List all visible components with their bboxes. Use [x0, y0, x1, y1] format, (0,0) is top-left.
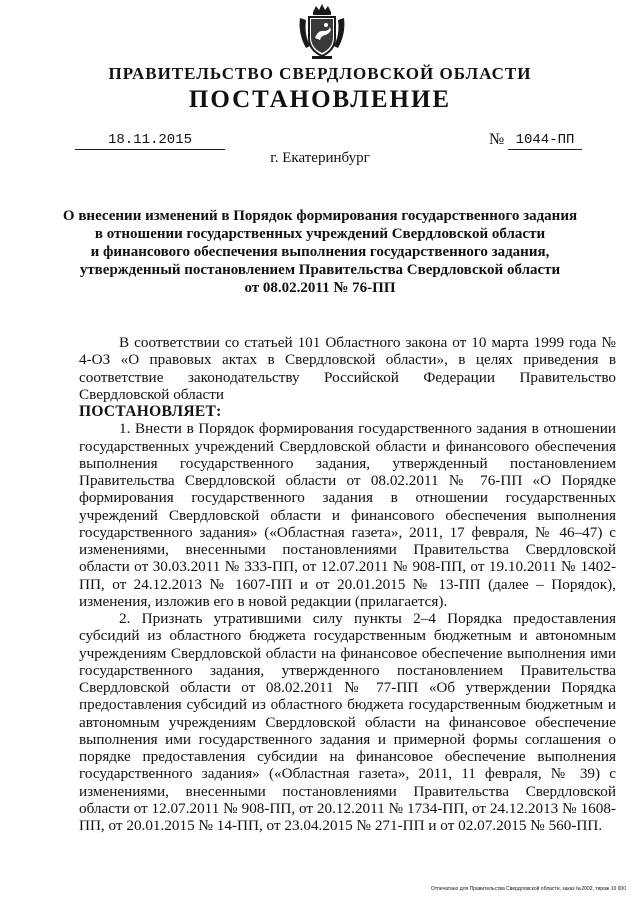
item-2-paragraph: 2. Признать утратившими силу пункты 2–4 Порядка предоставления субсидий из областного бюджета государственным бюджетным и автономным учреждениям Свердловской области на финансовое обеспечение выполнения ими государственного задания, утвержденного постановлением Правительства Свердловской области от 08.02.2011 № 77-ПП «Об утверждении Порядка предоставления субсидий из областного бюджета государственным бюджетным и автономным учреждениям Свердловской области на финансовое обеспечение выполнения ими государственного задания и примерной формы соглашения о порядке предоставления субсидии на финансовое обеспечение выполнения государственного задания» («Областная газета», 2011, 11 февраля, № 39) с изменениями, внесенными постановлениями Правительства Свердловской области от 12.07.2011 № 908-ПП, от 20.12.2011 № 1734-ПП, от 24.12.2013 № 1608-ПП, от 20.01.2015 № 14-ПП, от 23.04.2015 № 271-ПП и от 02.07.2015 № 560-ПП. — [79, 610, 616, 834]
document-heading — [60, 207, 580, 297]
coat-of-arms-icon — [296, 4, 348, 60]
document-type: ПОСТАНОВЛЕНИЕ — [188, 86, 452, 113]
intro-paragraph: В соответствии со статьей 101 Областного закона от 10 марта 1999 года № 4-ОЗ «О правовых актах в Свердловской области», в целях приведения в соответствие законодательству Российской Федерации Правительство Свердловской области — [79, 334, 616, 403]
government-title: ПРАВИТЕЛЬСТВО СВЕРДЛОВСКОЙ ОБЛАСТИ — [108, 64, 532, 83]
decree-word: ПОСТАНОВЛЯЕТ: — [79, 403, 222, 420]
document-body — [79, 334, 616, 834]
document-date: 18.11.2015 — [75, 132, 225, 150]
item-1-paragraph: 1. Внести в Порядок формирования государственного задания в отношении государственных учреждений Свердловской области и финансового обеспечения выполнения государственного задания, утвержденный постановлением Правительства Свердловской области от 08.02.2011 № 76-ПП «О Порядке формирования государственного задания в отношении государственных учреждений Свердловской области и финансового обеспечения выполнения государственного задания» («Областная газета», 2011, 17 февраля, № 46–47) с изменениями, внесенными постановлениями Правительства Свердловской области от 30.03.2011 № 333-ПП, от 12.07.2011 № 908-ПП, от 19.10.2011 № 1402-ПП, от 24.12.2013 № 1607-ПП и от 20.01.2015 № 13-ПП (далее – Порядок), изменения, изложив его в новой редакции (прилагается). — [79, 420, 616, 610]
number-label: № — [489, 131, 505, 148]
heading-line: и финансового обеспечения выполнения государственного задания, — [90, 244, 550, 260]
heading-line: от 08.02.2011 № 76-ПП — [244, 280, 396, 296]
print-note: Отпечатано для Правительства Свердловской области, заказ №2002, тираж 10 000 — [430, 886, 626, 892]
heading-line: О внесении изменений в Порядок формирования государственного задания — [62, 208, 578, 224]
heading-line: утвержденный постановлением Правительства Свердловской области — [79, 262, 561, 278]
city: г. Екатеринбург — [270, 150, 370, 166]
document-number: 1044-ПП — [508, 132, 582, 150]
heading-line: в отношении государственных учреждений Свердловской области — [94, 226, 546, 242]
